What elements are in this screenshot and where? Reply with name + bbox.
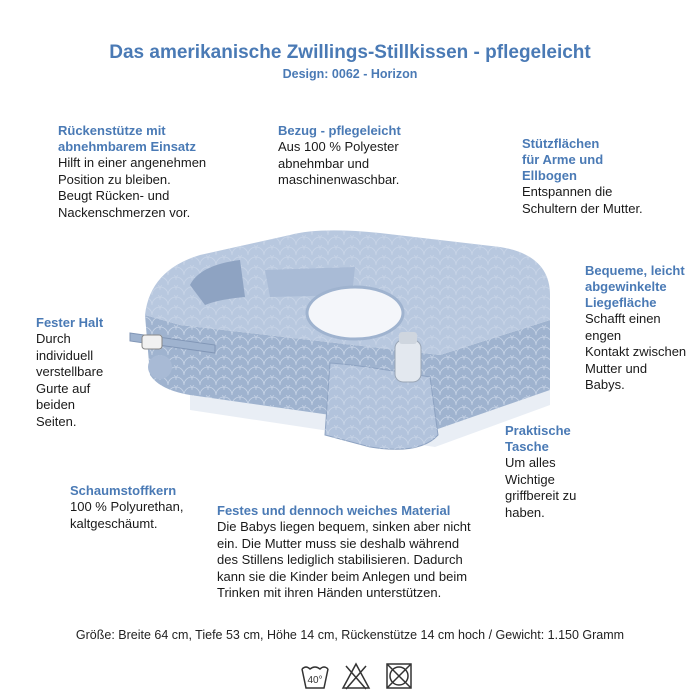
feature-cover-body-line: abnehmbar und bbox=[278, 155, 370, 171]
feature-firm-hold-heading-line: Fester Halt bbox=[36, 315, 104, 330]
feature-arm-support bbox=[522, 136, 692, 217]
feature-material-heading-line: Festes und dennoch weiches Material bbox=[217, 503, 451, 518]
bottle bbox=[395, 340, 421, 382]
feature-angled-surface-body-line: Babys. bbox=[585, 377, 625, 392]
product-title: Das amerikanische Zwillings-Stillkissen - pflegeleicht bbox=[109, 42, 591, 63]
feature-cover-body-line: Aus 100 % Polyester bbox=[278, 139, 399, 154]
feature-pocket-heading-line: Praktische bbox=[505, 423, 571, 438]
feature-firm-hold-body-line: Gurte auf bbox=[36, 380, 91, 396]
feature-pocket-heading-line: Tasche bbox=[505, 439, 549, 454]
feature-arm-support-body-line: Schultern der Mutter. bbox=[522, 200, 643, 216]
feature-angled-surface bbox=[585, 263, 700, 394]
feature-angled-surface-body-line: Schafft einen bbox=[585, 311, 661, 326]
no-tumble-dry-icon bbox=[384, 661, 414, 691]
feature-angled-surface-body-line: Mutter und bbox=[585, 360, 648, 376]
feature-backrest-body-line: Position zu bleiben. bbox=[58, 171, 171, 187]
feature-angled-surface-heading-line: Liegefläche bbox=[585, 295, 657, 310]
buckle bbox=[142, 335, 162, 349]
feature-arm-support-heading-line: Stützflächen bbox=[522, 136, 600, 151]
feature-arm-support-body-line: Entspannen die bbox=[522, 184, 613, 199]
feature-material-body-line: Die Babys liegen bequem, sinken aber nicht bbox=[217, 519, 471, 534]
design-subtitle: Design: 0062 - Horizon bbox=[282, 67, 418, 81]
feature-arm-support-heading-line: Ellbogen bbox=[522, 168, 577, 183]
feature-backrest bbox=[58, 123, 268, 221]
feature-firm-hold-body-line: Seiten. bbox=[36, 413, 77, 429]
feature-foam bbox=[70, 483, 220, 532]
feature-angled-surface-heading-line: abgewinkelte bbox=[585, 279, 667, 294]
feature-firm-hold-body-line: individuell bbox=[36, 347, 94, 363]
feature-backrest-heading-line: abnehmbarem Einsatz bbox=[58, 139, 196, 154]
feature-angled-surface-body-line: engen bbox=[585, 327, 622, 343]
feature-cover-heading-line: Bezug - pflegeleicht bbox=[278, 123, 401, 138]
feature-pocket-body-line: griffbereit zu bbox=[505, 488, 577, 503]
feature-cover bbox=[278, 123, 458, 189]
feature-material-body-line: kann sie die Kinder beim Anlegen und beim bbox=[217, 568, 468, 584]
feature-material-body-line: ein. Die Mutter muss sie deshalb während bbox=[217, 535, 460, 551]
feature-cover-body-line: maschinenwaschbar. bbox=[278, 172, 400, 187]
feature-angled-surface-body-line: Kontakt zwischen bbox=[585, 344, 687, 359]
feature-pocket-body-line: Wichtige bbox=[505, 471, 555, 487]
feature-angled-surface-heading-line: Bequeme, leicht bbox=[585, 263, 685, 278]
size-weight-line: Größe: Breite 64 cm, Tiefe 53 cm, Höhe 14 cm, Rückenstütze 14 cm hoch / Gewicht: 1.150 Gramm bbox=[75, 628, 625, 642]
feature-material bbox=[217, 503, 502, 602]
feature-backrest-body-line: Beugt Rücken- und bbox=[58, 188, 170, 203]
feature-pocket bbox=[505, 423, 615, 521]
feature-pocket-body-line: haben. bbox=[505, 504, 545, 520]
feature-backrest-heading-line: Rückenstütze mit bbox=[58, 123, 166, 138]
wash-40-icon bbox=[300, 661, 330, 691]
feature-foam-body-line: kaltgeschäumt. bbox=[70, 515, 158, 531]
feature-backrest-body-line: Nackenschmerzen vor. bbox=[58, 204, 191, 220]
wash-temp-label: 40° bbox=[307, 675, 323, 686]
feature-firm-hold-body-line: verstellbare bbox=[36, 364, 104, 379]
feature-foam-heading-line: Schaumstoffkern bbox=[70, 483, 177, 498]
feature-arm-support-heading-line: für Arme und bbox=[522, 152, 604, 167]
feature-backrest-body-line: Hilft in einer angenehmen bbox=[58, 155, 207, 170]
pillow-image bbox=[120, 215, 560, 465]
feature-material-body-line: des Stillens lediglich stabilisieren. Dadurch bbox=[217, 552, 463, 567]
feature-firm-hold-body-line: beiden bbox=[36, 397, 76, 412]
pillow-center-hole bbox=[307, 287, 403, 339]
feature-foam-body-line: 100 % Polyurethan, bbox=[70, 499, 184, 514]
feature-firm-hold-body-line: Durch bbox=[36, 331, 71, 346]
feature-firm-hold bbox=[36, 315, 136, 430]
feature-pocket-body-line: Um alles bbox=[505, 455, 556, 470]
no-bleach-icon bbox=[341, 661, 371, 691]
feature-material-body-line: Trinken mit ihren Händen unterstützen. bbox=[217, 585, 442, 600]
